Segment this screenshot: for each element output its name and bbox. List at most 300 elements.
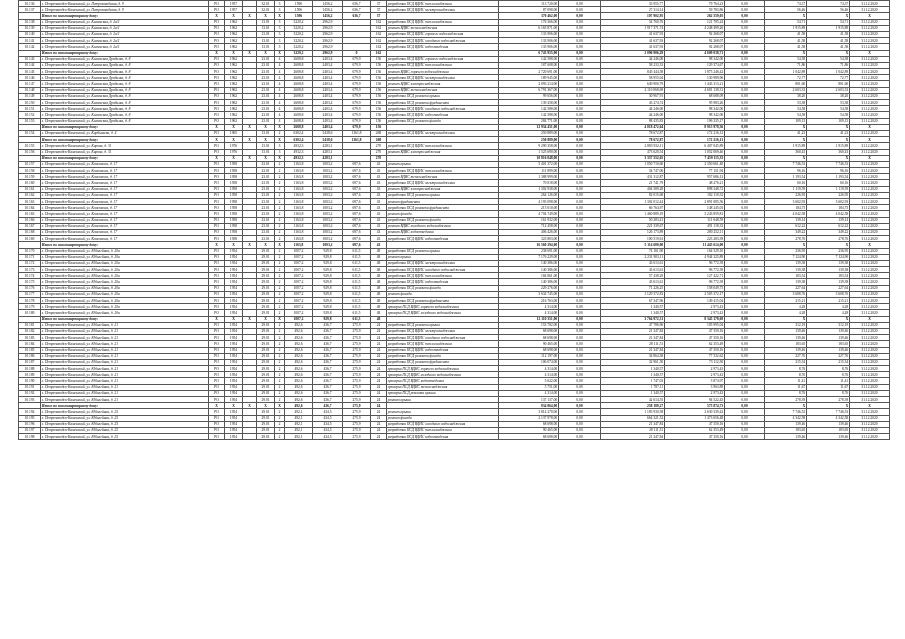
cell-work-type: разработка ПСД ремонта фасада [387, 285, 499, 291]
cell-plan-date: 31.12.2020 [850, 93, 890, 99]
cell-cost-total: 5 622,00 [499, 378, 559, 384]
cell-build-year: 1954 [225, 298, 243, 304]
cell-unit-cost: 1 915,89 [765, 25, 807, 31]
cell-living-area: 611,5 [343, 267, 371, 273]
cell-limit-cost: 227,64 [807, 285, 850, 291]
cell-row-number: 10.181 [19, 322, 41, 328]
cell-limit-cost: 54,58 [807, 106, 850, 112]
cell-owners-funds: 96 772,39 [665, 279, 725, 285]
cell-floors: 29.01 [257, 322, 275, 328]
cell-residents: 156 [371, 100, 387, 106]
cell-address: г. Петрозаводск-Каменский, ул. Юбилейная, д. 21 [41, 322, 209, 328]
cell-row-number: 10.169 [19, 236, 41, 242]
cell-build-year: 1958 [225, 229, 243, 235]
cell-residents: 156 [371, 112, 387, 118]
cell-wall-material: РО [209, 384, 225, 390]
cell-unit-cost: 38,20 [765, 93, 807, 99]
cell-residents: 24 [371, 359, 387, 365]
cell-row-number: 10.175 [19, 279, 41, 285]
cell-local-budget: 21 347,84 [601, 434, 665, 440]
cell-row-number: 10.192 [19, 390, 41, 396]
cell-unit-cost: 54,58 [765, 56, 807, 62]
cell-plan-date: 31.12.2020 [850, 427, 890, 433]
cell-work-type: разработка ПСД ремонта крыши [387, 322, 499, 328]
cell-entrances: Х [275, 50, 285, 56]
cell-entrances: 4 [275, 87, 285, 93]
cell-limit-cost: 139,14 [807, 217, 850, 223]
cell-build-year: 1958 [225, 168, 243, 174]
cell-floors: 13.01 [257, 25, 275, 31]
cell-premises-area: 2403,4 [313, 62, 343, 68]
cell-other-funds: 0,00 [725, 254, 765, 260]
cell-owners-funds: 105 995,04 [665, 322, 725, 328]
cell-entrances: 2 [275, 415, 285, 421]
cell-cost-total: 5 751,00 [499, 384, 559, 390]
cell-owners-funds: 77 151,94 [665, 168, 725, 174]
cell-unit-cost: 4,28 [765, 310, 807, 316]
cell-total-area: 492,6 [285, 397, 313, 403]
cell-cost-total: 90 465,00 [499, 341, 559, 347]
cell-address: г. Петрозаводск-Каменский, ул. Комсомола, д. 17 [41, 161, 209, 167]
cell-entrances: 2 [275, 341, 285, 347]
cell-living-area: 697,6 [343, 236, 371, 242]
cell-address: г. Петрозаводск-Каменский, ул. Юбилейная, д. 20а [41, 267, 209, 273]
cell-living-area: 611,5 [343, 298, 371, 304]
cell-unit-cost: 8,76 [765, 372, 807, 378]
cell-work-type: ремонт ВДИС горячего водоснабжения [387, 69, 499, 75]
cell-owners-funds: 158 049,75 [665, 285, 725, 291]
cell-build-year: 1976 [225, 149, 243, 155]
cell-work-type: проверка ПСД ВДИС горячего водоснабжения [387, 366, 499, 372]
cell-residents: 24 [371, 372, 387, 378]
cell-address: г. Петрозаводск-Каменский, ул. Юбилейная, д. 21 [41, 328, 209, 334]
cell-address: г. Петрозаводск-Каменский, ул. Юбилейная, д. 20а [41, 298, 209, 304]
cell-entrances: Х [275, 242, 285, 248]
cell-row-number: 10.172 [19, 260, 41, 266]
cell-wall-material: РО [209, 112, 225, 118]
cell-limit-cost: Х [807, 242, 850, 248]
cell-premises-area: 434,5 [313, 434, 343, 440]
cell-unit-cost: 11,67 [765, 384, 807, 390]
cell-cost-total: 113 720,00 [499, 1, 559, 7]
cell-residents: 48 [371, 285, 387, 291]
cell-other-funds: 0,00 [725, 347, 765, 353]
cell-build-year: 1962 [225, 19, 243, 25]
cell-address: г. Петрозаводск-Каменский, ул. Комсомола, д. 17 [41, 174, 209, 180]
cell-owners-funds: 98 342,00 [665, 56, 725, 62]
cell-address: Итого по многоквартирному дому: [41, 242, 209, 248]
cell-work-type: разработка ПСД ВДИС водоотведения [387, 112, 499, 118]
cell-fund-subject: 0,00 [559, 347, 601, 353]
cell-plan-date: 31.12.2020 [850, 328, 890, 334]
cell-total-area: 6302,4 [285, 137, 313, 143]
cell-premises-area: 2403,4 [313, 118, 343, 124]
cell-cost-total: 16 560 294,00 [499, 242, 559, 248]
cell-other-funds: 0,00 [725, 56, 765, 62]
cell-limit-cost: 7 746,53 [807, 409, 850, 415]
cell-build-year: Х [225, 137, 243, 143]
cell-residents: 24 [371, 427, 387, 433]
cell-plan-date: 31.12.2020 [850, 415, 890, 421]
cell-living-area: 275,9 [343, 390, 371, 396]
cell-floors: 29.01 [257, 409, 275, 415]
cell-owners-funds: 4 944 325,89 [665, 254, 725, 260]
cell-residents: 24 [371, 353, 387, 359]
cell-premises-area: 929,8 [313, 273, 343, 279]
cell-fund-subject: 0,00 [559, 353, 601, 359]
cell-floors: 29.01 [257, 359, 275, 365]
cell-entrances: 4 [275, 93, 285, 99]
cell-entrances: Х [275, 13, 285, 19]
cell-owners-funds: 47 350,16 [665, 347, 725, 353]
cell-cost-total: 70 018,00 [499, 180, 559, 186]
cell-cost-total: 7 176 229,00 [499, 254, 559, 260]
cell-plan-date: Х [850, 13, 890, 19]
cell-entrances: 4 [275, 69, 285, 75]
cell-living-area: 697,6 [343, 168, 371, 174]
cell-plan-date: 31.12.2020 [850, 161, 890, 167]
cell-cost-total: 215 010,00 [499, 205, 559, 211]
cell-living-area: 636,7 [343, 13, 371, 19]
cell-living-area: 275,9 [343, 397, 371, 403]
cell-fund-subject: 0,00 [559, 322, 601, 328]
cell-premises-area: 1456,2 [313, 7, 343, 13]
cell-living-area: 697,6 [343, 229, 371, 235]
cell-plan-date: 31.12.2020 [850, 260, 890, 266]
cell-owners-funds: 3 874,97 [665, 378, 725, 384]
cell-floors: 29.01 [257, 304, 275, 310]
cell-living-area: 679,9 [343, 118, 371, 124]
cell-wall-material: РО [209, 69, 225, 75]
cell-fund-subject: 0,00 [559, 205, 601, 211]
cell-total-area: 1163,8 [285, 242, 313, 248]
cell-fund-subject: 0,00 [559, 199, 601, 205]
cell-work-type: ремонт крыши [387, 397, 499, 403]
cell-limit-cost: Х [807, 13, 850, 19]
cell-work-type: разработка ПСД ВДИС холодного водоснабжения [387, 267, 499, 273]
cell-entrances: 3 [275, 31, 285, 37]
cell-wall-material: Х [209, 50, 225, 56]
cell-premises-area: 436,7 [313, 384, 343, 390]
cell-local-budget: 47 786,96 [601, 322, 665, 328]
cell-premises-area: 2403,4 [313, 93, 343, 99]
cell-entrances: 2 [275, 353, 285, 359]
cell-limit-cost: 109,15 [807, 118, 850, 124]
cell-fund-subject: 0,00 [559, 149, 601, 155]
cell-local-budget: 57 438,29 [601, 273, 665, 279]
cell-total-area: 492,6 [285, 353, 313, 359]
cell-floors: 23.01 [257, 168, 275, 174]
cell-residents: 156 [371, 69, 387, 75]
cell-entrances: 2 [275, 161, 285, 167]
cell-fund-subject: 0,00 [559, 372, 601, 378]
cell-fund-subject: 0,00 [559, 390, 601, 396]
cell-local-budget: 78 672,87 [601, 137, 665, 143]
cell-address: г. Петрozаводск-Каменский, ул. Комсомола, д. 17 [41, 205, 209, 211]
cell-plan-date: Х [850, 50, 890, 56]
cell-plan-date: 31.12.2020 [850, 390, 890, 396]
cell-total-area: 492,6 [285, 347, 313, 353]
cell-floors: 29.01 [257, 347, 275, 353]
cell-build-year: 1954 [225, 273, 243, 279]
cell-local-budget: 845 444,58 [601, 69, 665, 75]
cell-build-year: 1962 [225, 81, 243, 87]
cell-fund-subject: 0,00 [559, 50, 601, 56]
cell-total-area: 492,1 [285, 421, 313, 427]
cell-premises-area: 929,8 [313, 279, 343, 285]
cell-build-year: 1962 [225, 44, 243, 50]
cell-owners-funds: 149 415,04 [665, 298, 725, 304]
cell-cost-total: 133 906,00 [499, 38, 559, 44]
cell-total-area: 3220,2 [285, 31, 313, 37]
cell-wall-material: РО [209, 211, 225, 217]
cell-living-area: 679,9 [343, 112, 371, 118]
cell-fund-subject: 0,00 [559, 291, 601, 297]
cell-fund-subject: 0,00 [559, 13, 601, 19]
cell-total-area: 492,6 [285, 403, 313, 409]
cell-premises-area: 1003,2 [313, 161, 343, 167]
cell-total-area: 2608,8 [285, 69, 313, 75]
cell-build-year: 1954 [225, 434, 243, 440]
cell-residents: 24 [371, 409, 387, 415]
cell-local-budget: 1 050 710,60 [601, 161, 665, 167]
cell-cost-total: 187 608,00 [499, 62, 559, 68]
cell-local-budget: 66 764,97 [601, 205, 665, 211]
cell-address: г. Петрозаводск-Каменский, ул. Каменская Дробилка, д. 8 [41, 62, 209, 68]
cell-wall-material: РО [209, 415, 225, 421]
cell-row-number: 10.149 [19, 93, 41, 99]
cell-unit-cost: 139,46 [765, 347, 807, 353]
cell-cost-total: 68 698,00 [499, 328, 559, 334]
cell-work-type: ремонт ВДИС электроснабжения [387, 186, 499, 192]
cell-living-area: 697,6 [343, 217, 371, 223]
cell-entrances: 2 [275, 267, 285, 273]
cell-entrances: 4 [275, 112, 285, 118]
cell-local-budget: 1 340,57 [601, 304, 665, 310]
cell-plan-date: 31.12.2020 [850, 186, 890, 192]
cell-floors: Х [257, 124, 275, 130]
cell-other-funds: 0,00 [725, 267, 765, 273]
cell-entrances: 2 [275, 285, 285, 291]
cell-local-budget: 221 339,67 [601, 223, 665, 229]
cell-cost-total: 1 525 690,00 [499, 149, 559, 155]
cell-premises-area: 434,5 [313, 427, 343, 433]
cell-wall-material: РО [209, 434, 225, 440]
cell-other-funds: 0,00 [725, 366, 765, 372]
cell-plan-date: 31.12.2020 [850, 149, 890, 155]
cell-premises-area: 436,7 [313, 359, 343, 365]
cell-premises-area: 436,7 [313, 347, 343, 353]
cell-residents: 162 [371, 25, 387, 31]
capital-repair-table [18, 0, 890, 440]
cell-row-number: 10.138 [19, 19, 41, 25]
cell-plan-date: 31.12.2020 [850, 335, 890, 341]
cell-premises-area: 929,8 [313, 254, 343, 260]
cell-row-number: 10.174 [19, 273, 41, 279]
cell-local-budget: 44 246,00 [601, 106, 665, 112]
cell-plan-date: 31.12.2020 [850, 100, 890, 106]
cell-address: г. Петрозаводск-Каменский, ул. Юбилейная, д. 20а [41, 304, 209, 310]
cell-limit-cost: 41,58 [807, 38, 850, 44]
cell-row-number: 10.170 [19, 248, 41, 254]
cell-build-year: 1958 [225, 192, 243, 198]
cell-wall-material: РО [209, 56, 225, 62]
cell-limit-cost: 8,76 [807, 390, 850, 396]
cell-residents: 24 [371, 384, 387, 390]
cell-plan-date: 31.12.2020 [850, 69, 890, 75]
cell-work-type: разработка ПСД ВДИС холодного водоснабжения [387, 421, 499, 427]
cell-unit-cost: 74,37 [765, 1, 807, 7]
cell-wall-material: РО [209, 304, 225, 310]
cell-address: г. Петрозаводск-Каменский, ул. Карбышева, д. 4 [41, 130, 209, 136]
cell-other-funds: 0,00 [725, 285, 765, 291]
cell-plan-date: Х [850, 316, 890, 322]
cell-floors: 29.01 [257, 328, 275, 334]
cell-build-year: 1962 [225, 75, 243, 81]
cell-unit-cost: 360,43 [765, 149, 807, 155]
cell-total-area: 2608,8 [285, 62, 313, 68]
cell-other-funds: 0,00 [725, 112, 765, 118]
cell-address: Итого по многоквартирному дому: [41, 13, 209, 19]
cell-owners-funds: 98 342,00 [665, 106, 725, 112]
cell-limit-cost: 11,67 [807, 384, 850, 390]
cell-owners-funds: 898 348,72 [665, 186, 725, 192]
cell-plan-date: 31.12.2020 [850, 217, 890, 223]
cell-plan-date: 31.12.2020 [850, 180, 890, 186]
cell-other-funds: 0,00 [725, 118, 765, 124]
cell-other-funds: 0,00 [725, 384, 765, 390]
cell-unit-cost: Х [765, 50, 807, 56]
cell-other-funds: 0,00 [725, 168, 765, 174]
cell-wall-material: РО [209, 1, 225, 7]
cell-local-budget: 1 340,57 [601, 366, 665, 372]
cell-unit-cost: 139,38 [765, 279, 807, 285]
cell-other-funds: 0,00 [725, 434, 765, 440]
cell-unit-cost: Х [765, 13, 807, 19]
cell-work-type: разработка ПСД ремонта фундамента [387, 298, 499, 304]
cell-plan-date: 31.12.2020 [850, 310, 890, 316]
cell-floors: 23.01 [257, 118, 275, 124]
cell-residents: 156 [371, 124, 387, 130]
cell-fund-subject: 0,00 [559, 180, 601, 186]
cell-unit-cost: 278,39 [765, 397, 807, 403]
cell-build-year: 1962 [225, 38, 243, 44]
cell-residents: 162 [371, 38, 387, 44]
cell-total-area: 2608,8 [285, 106, 313, 112]
cell-entrances: 2 [275, 335, 285, 341]
cell-local-budget: 431 312,87 [601, 174, 665, 180]
cell-unit-cost: 109,15 [765, 118, 807, 124]
cell-unit-cost: 4,28 [765, 304, 807, 310]
cell-work-type: разработка ПСД ВДИС теплоснабжения [387, 341, 499, 347]
cell-wall-material: РО [209, 25, 225, 31]
cell-residents: 268 [371, 130, 387, 136]
cell-total-area: 1596 [285, 7, 313, 13]
cell-build-year: 1976 [225, 143, 243, 149]
cell-wall-material: Х [209, 155, 225, 161]
cell-living-area: 636,7 [343, 7, 371, 13]
cell-plan-date: 31.12.2020 [850, 205, 890, 211]
cell-premises-area: 2962,9 [313, 25, 343, 31]
cell-owners-funds: 130 989,96 [665, 75, 725, 81]
cell-total-area: 492,6 [285, 359, 313, 365]
cell-address: г. Петрозаводск-Каменский, ул. Каменская, д. 2а/1 [41, 19, 209, 25]
cell-premises-area: 929,8 [313, 267, 343, 273]
cell-row-number: 10.161 [19, 186, 41, 192]
cell-living-area: 611,5 [343, 279, 371, 285]
cell-build-year: 1954 [225, 335, 243, 341]
cell-fund-subject: 0,00 [559, 143, 601, 149]
cell-address: г. Петрозаводск-Каменский, ул. Комсомола, д. 17 [41, 168, 209, 174]
cell-cost-total: 6 165 871,00 [499, 25, 559, 31]
cell-entrances: 2 [275, 397, 285, 403]
cell-fund-subject: 0,00 [559, 137, 601, 143]
cell-residents: 270 [371, 143, 387, 149]
cell-entrances: 3 [275, 1, 285, 7]
cell-wall-material: Х [209, 403, 225, 409]
cell-plan-date: 31.12.2020 [850, 168, 890, 174]
cell-address: г. Петрозаводск-Каменский, ул. Каменская, д. 2а/1 [41, 31, 209, 37]
cell-entrances: 3 [275, 143, 285, 149]
cell-cost-total: 216 763,00 [499, 298, 559, 304]
cell-wall-material: РО [209, 427, 225, 433]
cell-total-area: 1163,8 [285, 168, 313, 174]
cell-address: г. Петрозаводск-Каменский, ул. Юбилейная, д. 21 [41, 366, 209, 372]
cell-row-number: 10.159 [19, 174, 41, 180]
cell-wall-material: РО [209, 199, 225, 205]
cell-total-area: 1163,8 [285, 217, 313, 223]
cell-local-budget: 1 917 371,74 [601, 25, 665, 31]
cell-residents: 43 [371, 168, 387, 174]
cell-premises-area: 1003,2 [313, 199, 343, 205]
cell-other-funds: 0,00 [725, 192, 765, 198]
cell-limit-cost: Х [807, 124, 850, 130]
document-page [18, 0, 890, 639]
cell-plan-date: 31.12.2020 [850, 409, 890, 415]
cell-living-area: 275,9 [343, 347, 371, 353]
cell-fund-subject: 0,00 [559, 75, 601, 81]
cell-work-type: разработка ПСД ВДИС горячего водоснабжения [387, 56, 499, 62]
cell-owners-funds: 11 445 614,00 [665, 242, 725, 248]
cell-local-budget: 3 357 552,65 [601, 155, 665, 161]
cell-residents: 156 [371, 62, 387, 68]
cell-local-budget: 1 340,57 [601, 372, 665, 378]
cell-premises-area: 929,8 [313, 291, 343, 297]
cell-living-area: 275,9 [343, 421, 371, 427]
cell-limit-cost: 11,41 [807, 378, 850, 384]
cell-wall-material: РО [209, 291, 225, 297]
cell-wall-material: РО [209, 328, 225, 334]
cell-build-year: 1954 [225, 260, 243, 266]
cell-plan-date: 31.12.2020 [850, 267, 890, 273]
cell-premises-area: 1003,2 [313, 242, 343, 248]
cell-work-type: ремонт крыши [387, 161, 499, 167]
cell-entrances: 4 [275, 56, 285, 62]
cell-work-type: разработка ПСД ВДИС водоотведения [387, 347, 499, 353]
cell-living-area: 275,9 [343, 366, 371, 372]
cell-other-funds: 0,00 [725, 143, 765, 149]
cell-unit-cost: 139,46 [765, 421, 807, 427]
cell-work-type: разработка ПСД ремонта фасада [387, 353, 499, 359]
cell-cost-total: 111 899,00 [499, 168, 559, 174]
cell-address: г. Петрозаводск-Каменский, ул. Комсомола, д. 17 [41, 180, 209, 186]
cell-limit-cost: 349,22 [807, 229, 850, 235]
cell-plan-date: 31.12.2020 [850, 397, 890, 403]
cell-premises-area: 1003,2 [313, 205, 343, 211]
cell-cost-total: 87 098,00 [499, 7, 559, 13]
cell-entrances: 2 [275, 273, 285, 279]
cell-residents: 48 [371, 316, 387, 322]
